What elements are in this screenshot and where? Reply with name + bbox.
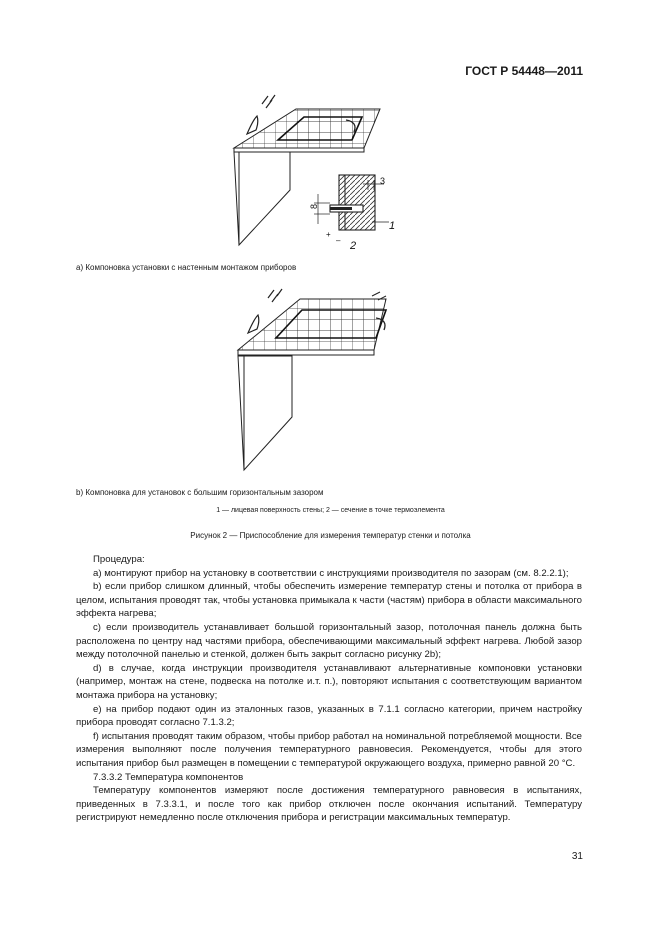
item-d: d) в случае, когда инструкции производителя устанавливают альтернативные компоновки установки (например, монтаж на стене, подвеска на потолке и.т. п.), повторяют испытания с соответствующим вариантом монтажа прибора на установку; bbox=[76, 662, 582, 701]
section-heading: 7.3.3.2 Температура компонентов bbox=[93, 771, 244, 783]
label-2: 2 bbox=[350, 240, 357, 252]
item-c: с) если производитель устанавливает большой горизонтальный зазор, потолочная панель должна быть расположена по центру над частями прибора, обеспечивающими максимальный эффект нагрева. Любой зазор между потолочной панелью и стенкой, должен быть закрыт согласно рисунку 2b); bbox=[76, 621, 582, 661]
dim-8-label: 8 bbox=[309, 203, 319, 209]
caption-a: а) Компоновка установки с настенным монтажом приборов bbox=[76, 263, 297, 272]
section-paragraph: Температуру компонентов измеряют после достижения температурного равновесия в испытаниях, приведенных в 7.3.3.1, и после того как прибор отключен после окончания испытаний. Температуру регистрируют немедленно после отключения прибора и регистрации максимальных температур. bbox=[76, 785, 582, 824]
standard-number: ГОСТ Р 54448—2011 bbox=[465, 64, 583, 78]
fig-a-dial-1 bbox=[247, 116, 258, 134]
fig-a-wall-side bbox=[234, 152, 290, 245]
fig-b-dial-1 bbox=[248, 315, 259, 333]
page-number: 31 bbox=[571, 851, 583, 862]
item-b: b) если прибор слишком длинный, чтобы обеспечить измерение температур стены и потолка от прибора в целом, испытания проводят так, чтобы установка примыкала к части (частям) прибора в области максимального эффекта нагрева; bbox=[76, 581, 582, 620]
figure-legend: 1 — лицевая поверхность стены; 2 — сечение в точке термоэлемента bbox=[216, 507, 445, 514]
fig-a-dial-2 bbox=[262, 95, 275, 108]
plus-sign: + bbox=[326, 230, 331, 239]
fig-b-dial-2 bbox=[268, 289, 282, 302]
item-a: а) монтируют прибор на установку в соответствии с инструкциями производителя по зазорам (см. 8.2.2.1); bbox=[93, 567, 569, 579]
procedure-heading: Процедура: bbox=[93, 554, 145, 565]
item-f: f) испытания проводят таким образом, чтобы прибор работал на номинальной потребляемой мощности. Все измерения выполняют после получения температурного равновесия. Рекомендуется, чтобы для этого испытания прибор был размещен в помещении с температурой окружающего воздуха, примерно равной 20 °С. bbox=[76, 730, 582, 769]
fig-a-section bbox=[314, 175, 389, 230]
item-e: е) на прибор подают один из эталонных газов, указанных в 7.1.1 согласно категории, причем настройку прибора проводят согласно 7.1.3.2; bbox=[76, 703, 582, 729]
figure-title: Рисунок 2 — Приспособление для измерения температур стенки и потолка bbox=[190, 531, 471, 540]
minus-sign: – bbox=[336, 236, 341, 245]
body-text bbox=[76, 553, 582, 825]
fig-b-wall-side bbox=[238, 356, 292, 470]
label-1: 1 bbox=[389, 220, 396, 232]
fig-b-rig bbox=[238, 289, 386, 470]
caption-b: b) Компоновка для установок с большим горизонтальным зазором bbox=[76, 488, 324, 497]
dim-3-label: 3 bbox=[380, 176, 386, 186]
